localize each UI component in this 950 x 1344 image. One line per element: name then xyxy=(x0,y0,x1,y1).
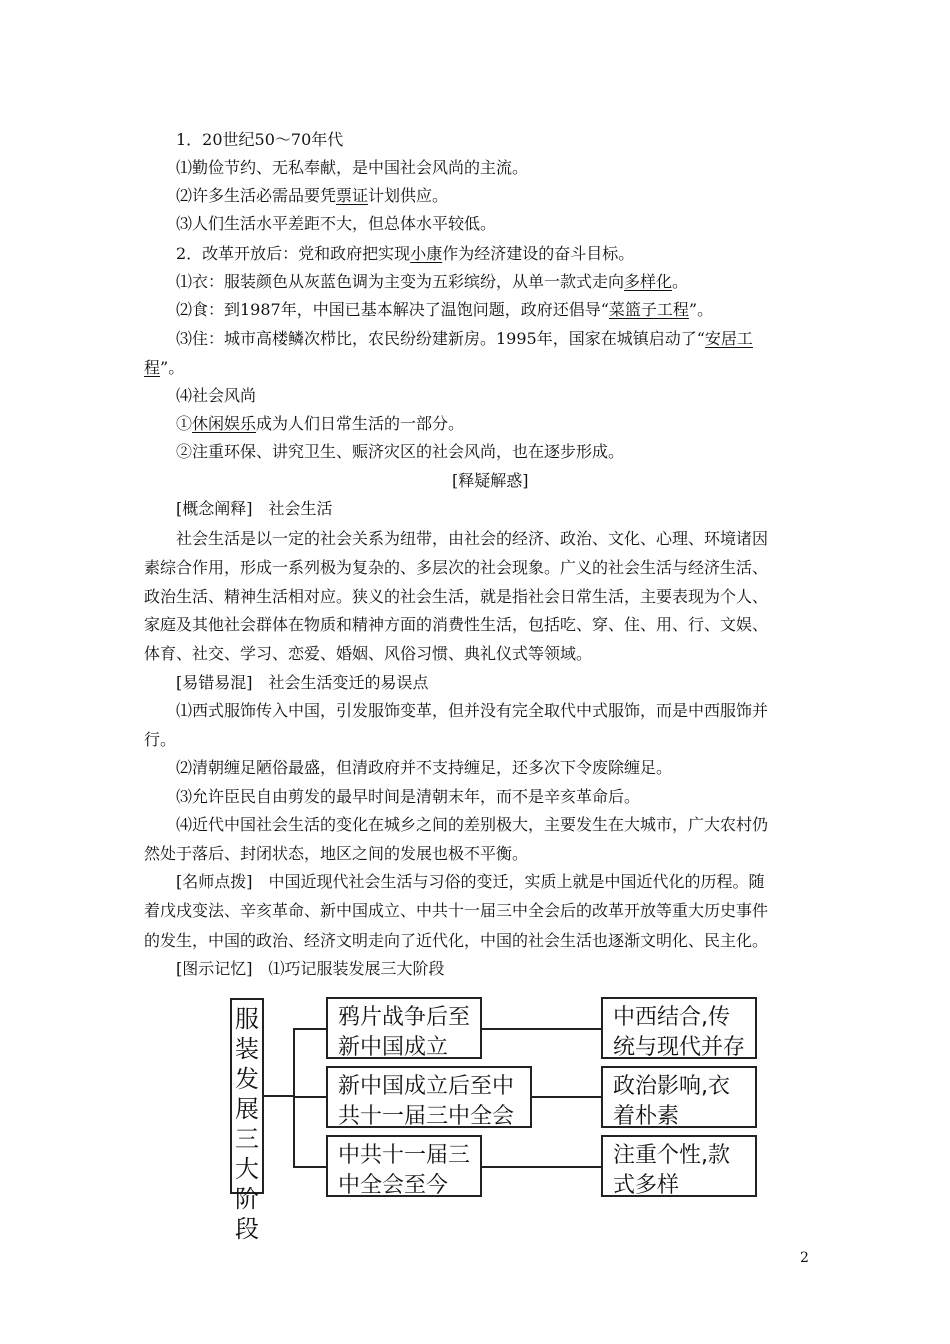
text-line xyxy=(144,615,768,635)
text-span: [概念阐释] 社会生活 xyxy=(176,499,333,518)
text-span: 家庭及其他社会群体在物质和精神方面的消费性生活，包括吃、穿、住、用、行、文娱、 xyxy=(144,615,769,634)
text-span: 素综合作用，形成一系列极为复杂的、多层次的社会现象。广义的社会生活与经济生活、 xyxy=(144,558,769,577)
text-line xyxy=(176,158,528,178)
text-span: 社会生活是以一定的社会关系为纽带，由社会的经济、政治、文化、心理、环境诸因 xyxy=(176,529,769,548)
text-line xyxy=(176,329,753,349)
text-line xyxy=(144,730,176,750)
text-span: ⑷近代中国社会生活的变化在城乡之间的差别极大，主要发生在大城市，广大农村仍 xyxy=(176,815,769,834)
text-line xyxy=(144,901,768,921)
text-line xyxy=(144,358,184,378)
text-span: [名师点拨] 中国近现代社会生活与习俗的变迁，实质上就是中国近代化的历程。随 xyxy=(176,872,765,891)
text-line xyxy=(176,214,496,234)
connector-result-3 xyxy=(482,1166,602,1168)
text-line xyxy=(176,386,256,406)
text-span: [易错易混] 社会生活变迁的易误点 xyxy=(176,673,429,692)
text-line xyxy=(176,244,634,264)
text-line xyxy=(176,701,768,721)
underlined-term: 多样化 xyxy=(624,272,673,291)
text-span: ”。 xyxy=(160,358,185,377)
text-line xyxy=(176,186,448,206)
text-span: [图示记忆] ⑴巧记服装发展三大阶段 xyxy=(176,959,445,978)
diagram-title: 服装发展三大阶段 xyxy=(230,998,264,1194)
text-line xyxy=(176,529,768,549)
text-span: ① xyxy=(176,414,193,433)
connector-trunk xyxy=(264,1095,294,1097)
text-span: ⑵食：到1987年，中国已基本解决了温饱问题，政府还倡导“ xyxy=(176,300,609,319)
page-number: 2 xyxy=(800,1250,809,1266)
text-span: ⑴衣：服装颜色从灰蓝色调为主变为五彩缤纷，从单一款式走向 xyxy=(176,272,625,291)
stage-box-3: 中共十一届三中全会至今 xyxy=(326,1135,482,1197)
text-line xyxy=(176,272,688,292)
underlined-term: 票证 xyxy=(336,186,369,205)
underlined-term: 菜篮子工程 xyxy=(608,300,689,319)
underlined-term: 休闲娱乐 xyxy=(192,414,257,433)
text-line xyxy=(452,471,529,491)
text-span: ⑶住：城市高楼鳞次栉比，农民纷纷建新房。1995年，国家在城镇启动了“ xyxy=(176,329,705,348)
text-line xyxy=(176,758,672,778)
result-box-3: 注重个性,款式多样 xyxy=(601,1135,757,1197)
text-span: 的发生，中国的政治、经济文明走向了近代化，中国的社会生活也逐渐文明化、民主化。 xyxy=(144,931,769,950)
text-line xyxy=(176,673,429,693)
text-span: 2．改革开放后：党和政府把实现 xyxy=(176,244,411,263)
text-span: ⑴勤俭节约、无私奉献，是中国社会风尚的主流。 xyxy=(176,158,529,177)
underlined-term: 小康 xyxy=(410,244,443,263)
connector-branch-2 xyxy=(293,1096,327,1098)
connector-branch-3 xyxy=(293,1166,327,1168)
text-line xyxy=(144,587,768,607)
text-line xyxy=(176,787,640,807)
text-span: 计划供应。 xyxy=(368,186,449,205)
text-span: ⑷社会风尚 xyxy=(176,386,257,405)
text-span: ⑵许多生活必需品要凭 xyxy=(176,186,337,205)
connector-result-1 xyxy=(482,1028,602,1030)
text-line xyxy=(144,931,768,951)
text-span: ⑴西式服饰传入中国，引发服饰变革，但并没有完全取代中式服饰，而是中西服饰并 xyxy=(176,701,769,720)
text-span: 1．20世纪50～70年代 xyxy=(176,130,344,149)
text-span: ⑶人们生活水平差距不大，但总体水平较低。 xyxy=(176,214,497,233)
text-line xyxy=(176,130,343,150)
text-span: [释疑解惑] xyxy=(452,471,529,490)
text-span: 行。 xyxy=(144,730,177,749)
stage-box-1: 鸦片战争后至新中国成立 xyxy=(326,997,482,1059)
stage-box-2: 新中国成立后至中共十一届三中全会 xyxy=(326,1066,532,1128)
text-line xyxy=(176,499,333,519)
result-box-2: 政治影响,衣着朴素 xyxy=(601,1066,757,1128)
underlined-term: 安居工 xyxy=(704,329,753,348)
text-line xyxy=(176,414,464,434)
connector-branch-1 xyxy=(293,1028,327,1030)
text-line xyxy=(176,300,713,320)
text-span: 体育、社交、学习、恋爱、婚姻、风俗习惯、典礼仪式等领域。 xyxy=(144,644,593,663)
text-span: ②注重环保、讲究卫生、赈济灾区的社会风尚，也在逐步形成。 xyxy=(176,442,625,461)
text-span: 作为经济建设的奋斗目标。 xyxy=(442,244,635,263)
text-span: 政治生活、精神生活相对应。狭义的社会生活，就是指社会日常生活，主要表现为个人、 xyxy=(144,587,769,606)
text-line xyxy=(144,644,592,664)
text-span: 成为人们日常生活的一部分。 xyxy=(256,414,465,433)
text-line xyxy=(176,872,765,892)
text-span: ⑶允许臣民自由剪发的最早时间是清朝末年，而不是辛亥革命后。 xyxy=(176,787,641,806)
underlined-term: 程 xyxy=(144,358,161,377)
text-span: 着戊戌变法、辛亥革命、新中国成立、中共十一届三中全会后的改革开放等重大历史事件 xyxy=(144,901,769,920)
text-span: ”。 xyxy=(688,300,714,319)
text-line xyxy=(144,844,528,864)
text-line xyxy=(144,558,768,578)
text-line xyxy=(176,442,624,462)
text-line xyxy=(176,815,768,835)
text-span: 然处于落后、封闭状态，地区之间的发展也极不平衡。 xyxy=(144,844,529,863)
text-span: 。 xyxy=(672,272,689,291)
connector-result-2 xyxy=(532,1096,602,1098)
text-span: ⑵清朝缠足陋俗最盛，但清政府并不支持缠足，还多次下令废除缠足。 xyxy=(176,758,673,777)
text-line xyxy=(176,959,445,979)
result-box-1: 中西结合,传统与现代并存 xyxy=(601,997,757,1059)
